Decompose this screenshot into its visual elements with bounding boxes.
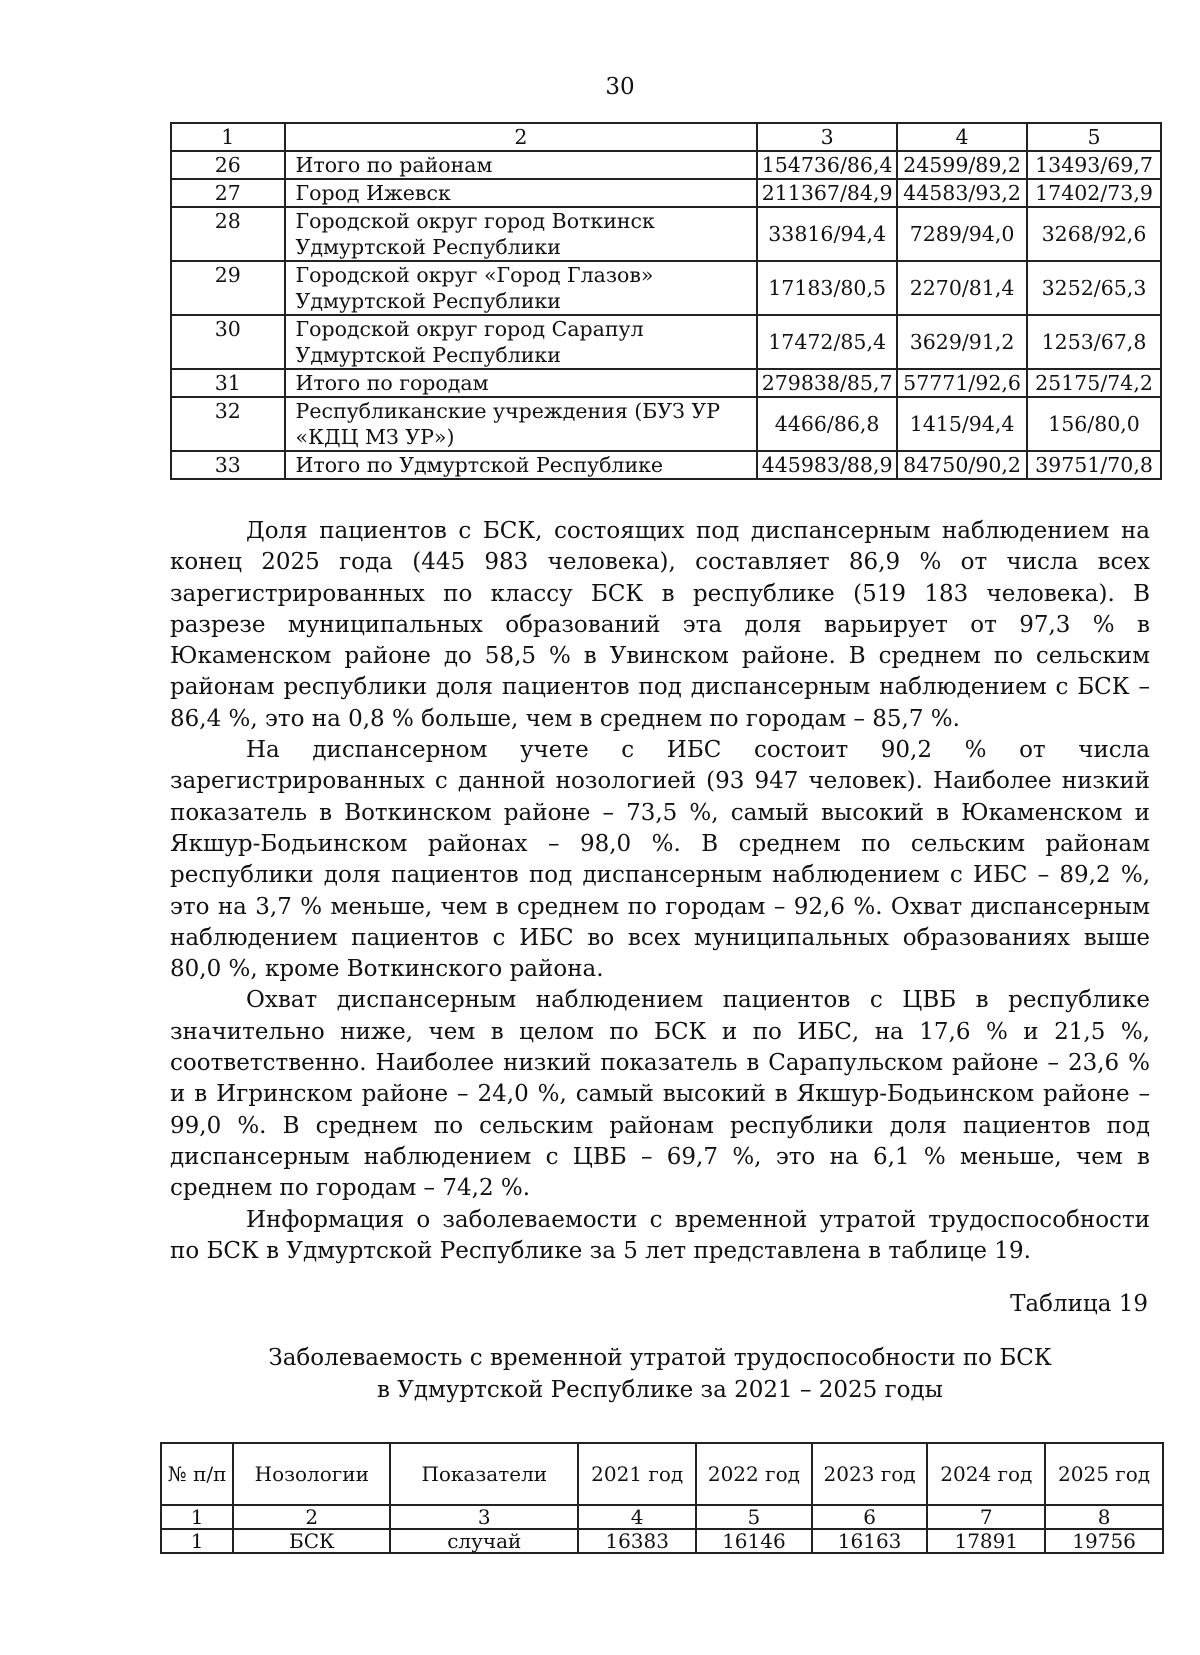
row-number: 30 [171, 315, 285, 369]
value-cell: 2270/81,4 [897, 261, 1027, 315]
table-label: Таблица 19 [1010, 1291, 1148, 1317]
row-number: 33 [171, 451, 285, 479]
table-cell: 16146 [696, 1529, 812, 1553]
table-title-line: Заболеваемость с временной утратой трудоспособности по БСК [268, 1345, 1052, 1371]
table-header-row [171, 123, 1161, 151]
value-cell: 3629/91,2 [897, 315, 1027, 369]
header-cell: 3 [757, 123, 897, 151]
row-number: 28 [171, 207, 285, 261]
value-cell: 13493/69,7 [1027, 151, 1161, 179]
table-row [171, 261, 1161, 315]
header-cell: 2022 год [696, 1443, 812, 1505]
value-cell: 4466/86,8 [757, 397, 897, 451]
table-cell: БСК [233, 1529, 390, 1553]
paragraph: Доля пациентов с БСК, состоящих под диспансерным наблюдением на конец 2025 года (445 983 человека), составляет 86,9 % от числа всех зарегистрированных по классу БСК в республике (519 183 человека). В разрезе муниципальных образований эта доля варьирует от 97,3 % в Юкаменском районе до 58,5 % в Увинском районе. В среднем по сельским районам республики доля пациентов под диспансерным наблюдением с БСК – 86,4 %, это на 0,8 % больше, чем в среднем по городам – 85,7 %. [170, 518, 1150, 732]
row-number: 32 [171, 397, 285, 451]
row-name: Итого по городам [285, 369, 758, 397]
header-cell: 2024 год [927, 1443, 1045, 1505]
row-name: Городской округ город Воткинск Удмуртской Республики [285, 207, 758, 261]
value-cell: 57771/92,6 [897, 369, 1027, 397]
header-number-cell: 2 [233, 1505, 390, 1529]
row-name: Итого по Удмуртской Республике [285, 451, 758, 479]
value-cell: 3268/92,6 [1027, 207, 1161, 261]
value-cell: 3252/65,3 [1027, 261, 1161, 315]
table-title [160, 1343, 1160, 1406]
row-number: 31 [171, 369, 285, 397]
row-number: 27 [171, 179, 285, 207]
header-number-cell: 4 [578, 1505, 696, 1529]
value-cell: 7289/94,0 [897, 207, 1027, 261]
value-cell: 211367/84,9 [757, 179, 897, 207]
header-cell: 1 [171, 123, 285, 151]
paragraph: Информация о заболеваемости с временной утратой трудоспособности по БСК в Удмуртской Республике за 5 лет представлена в таблице 19. [170, 1206, 1150, 1264]
value-cell: 17472/85,4 [757, 315, 897, 369]
value-cell: 1253/67,8 [1027, 315, 1161, 369]
value-cell: 25175/74,2 [1027, 369, 1161, 397]
row-name: Итого по районам [285, 151, 758, 179]
table-cell: случай [390, 1529, 578, 1553]
row-number: 26 [171, 151, 285, 179]
header-number-cell: 6 [812, 1505, 928, 1529]
value-cell: 17402/73,9 [1027, 179, 1161, 207]
header-number-cell: 8 [1045, 1505, 1163, 1529]
header-cell: Нозологии [233, 1443, 390, 1505]
incidence-table [160, 1442, 1164, 1554]
table-row [171, 315, 1161, 369]
value-cell: 156/80,0 [1027, 397, 1161, 451]
table-cell: 1 [161, 1529, 233, 1553]
table-row [171, 397, 1161, 451]
header-cell: 2 [285, 123, 758, 151]
header-cell: Показатели [390, 1443, 578, 1505]
value-cell: 154736/86,4 [757, 151, 897, 179]
paragraph: Охват диспансерным наблюдением пациентов с ЦВБ в республике значительно ниже, чем в целом по БСК и по ИБС, на 17,6 % и 21,5 %, соответственно. Наиболее низкий показатель в Сарапульском районе – 23,6 % и в Игринском районе – 24,0 %, самый высокий в Якшур-Бодьинском районе – 99,0 %. В среднем по сельским районам республики доля пациентов под диспансерным наблюдением с ЦВБ – 69,7 %, это на 6,1 % меньше, чем в среднем по городам – 74,2 %. [170, 987, 1150, 1202]
value-cell: 33816/94,4 [757, 207, 897, 261]
table-header-row [161, 1443, 1163, 1505]
row-name: Городской округ «Город Глазов» Удмуртской Республики [285, 261, 758, 315]
table-cell: 19756 [1045, 1529, 1163, 1553]
row-name: Город Ижевск [285, 179, 758, 207]
districts-table [170, 122, 1162, 480]
paragraph: На диспансерном учете с ИБС состоит 90,2 % от числа зарегистрированных с данной нозологией (93 947 человек). Наиболее низкий показатель в Воткинском районе – 73,5 %, самый высокий в Юкаменском и Якшур-Бодьинском районах – 98,0 %. В среднем по сельским районам республики доля пациентов под диспансерным наблюдением с ИБС – 89,2 %, это на 3,7 % меньше, чем в среднем по городам – 92,6 %. Охват диспансерным наблюдением пациентов с ИБС во всех муниципальных образованиях выше 80,0 %, кроме Воткинского района. [170, 737, 1150, 983]
header-cell: 2023 год [812, 1443, 928, 1505]
table-row [161, 1529, 1163, 1553]
header-cell: 2021 год [578, 1443, 696, 1505]
table-column-numbers-row [161, 1505, 1163, 1529]
page-number: 30 [605, 74, 635, 100]
header-number-cell: 1 [161, 1505, 233, 1529]
value-cell: 445983/88,9 [757, 451, 897, 479]
table-row [171, 179, 1161, 207]
table-cell: 16383 [578, 1529, 696, 1553]
row-name: Республиканские учреждения (БУЗ УР «КДЦ МЗ УР») [285, 397, 758, 451]
table-cell: 16163 [812, 1529, 928, 1553]
header-cell: 4 [897, 123, 1027, 151]
value-cell: 24599/89,2 [897, 151, 1027, 179]
table-title-line: в Удмуртской Республике за 2021 – 2025 годы [376, 1376, 943, 1403]
header-number-cell: 3 [390, 1505, 578, 1529]
header-cell: 5 [1027, 123, 1161, 151]
value-cell: 44583/93,2 [897, 179, 1027, 207]
value-cell: 279838/85,7 [757, 369, 897, 397]
value-cell: 84750/90,2 [897, 451, 1027, 479]
value-cell: 39751/70,8 [1027, 451, 1161, 479]
table-row [171, 207, 1161, 261]
header-cell: № п/п [161, 1443, 233, 1505]
body-text [170, 516, 1150, 1267]
row-name: Городской округ город Сарапул Удмуртской Республики [285, 315, 758, 369]
table-row [171, 451, 1161, 479]
table-cell: 17891 [927, 1529, 1045, 1553]
header-number-cell: 7 [927, 1505, 1045, 1529]
row-number: 29 [171, 261, 285, 315]
header-cell: 2025 год [1045, 1443, 1163, 1505]
value-cell: 17183/80,5 [757, 261, 897, 315]
table-row [171, 151, 1161, 179]
table-row [171, 369, 1161, 397]
value-cell: 1415/94,4 [897, 397, 1027, 451]
header-number-cell: 5 [696, 1505, 812, 1529]
